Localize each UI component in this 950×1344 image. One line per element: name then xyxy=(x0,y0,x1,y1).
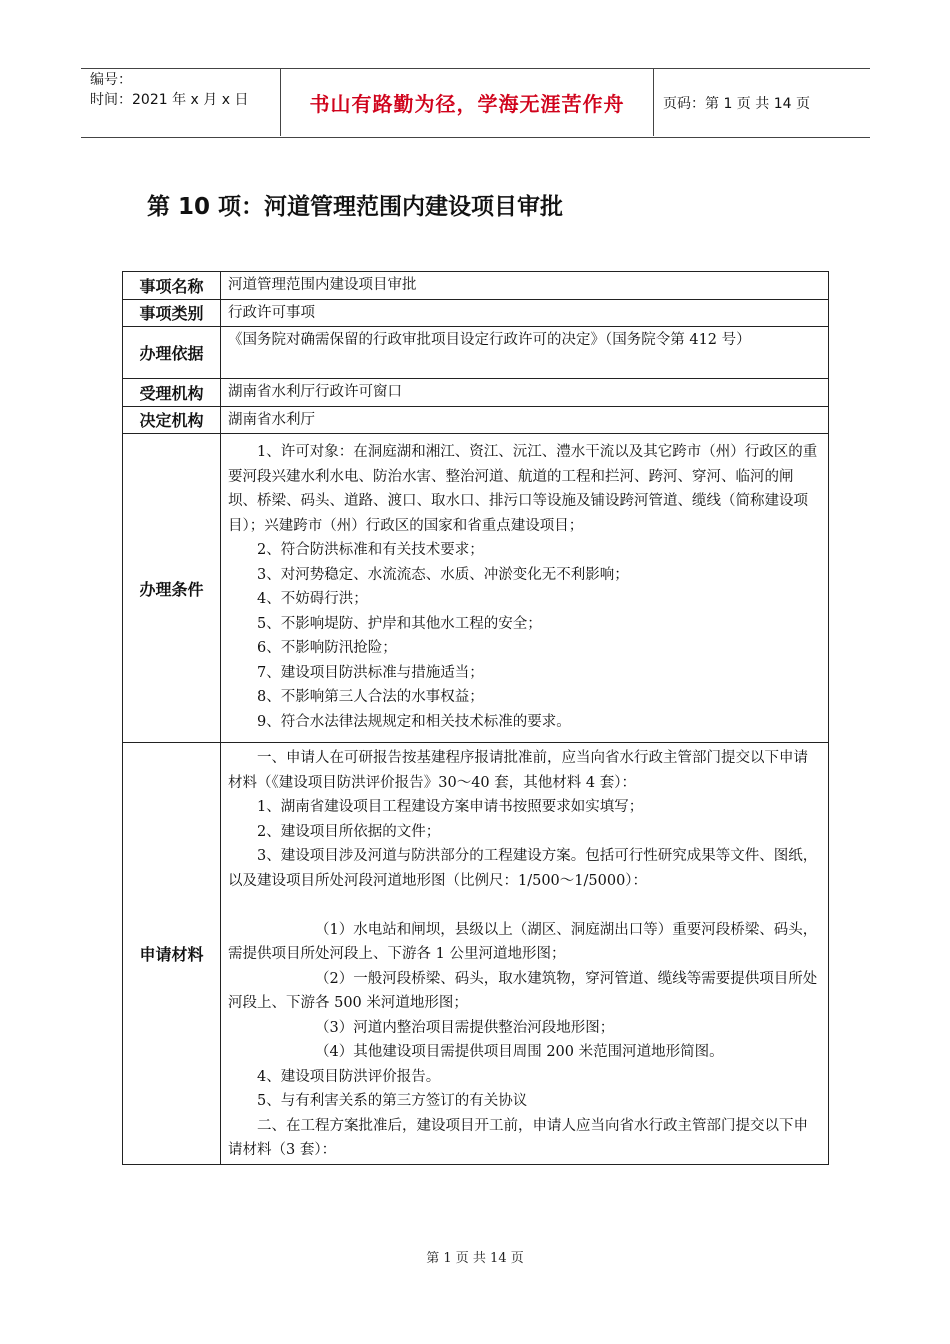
row-value: 河道管理范围内建设项目审批 xyxy=(221,272,829,300)
table-row xyxy=(123,299,829,327)
material-paragraph: 4、建设项目防洪评价报告。 xyxy=(257,1068,441,1085)
table-row xyxy=(123,379,829,407)
table-row xyxy=(123,434,829,743)
material-paragraph: 5、与有利害关系的第三方签订的有关协议 xyxy=(257,1093,528,1109)
row-label: 办理依据 xyxy=(123,327,221,379)
row-label: 受理机构 xyxy=(123,379,221,407)
material-paragraph: 1、湖南省建设项目工程建设方案申请书按照要求如实填写； xyxy=(257,799,644,815)
table-row xyxy=(123,406,829,434)
material-paragraph: （1）水电站和闸坝，县级以上（湖区、洞庭湖出口等）重要河段桥梁、码头，需提供项目所处河段上、下游各 1 公里河道地形图； xyxy=(228,921,818,962)
material-paragraph: 3、建设项目涉及河道与防洪部分的工程建设方案。包括可行性研究成果等文件、图纸，以及建设项目所处河段河道地形图（比例尺：1/500～1/5000）： xyxy=(228,848,818,889)
header-meta xyxy=(81,69,280,137)
material-paragraph: 二、在工程方案批准后，建设项目开工前，申请人应当向省水行政主管部门提交以下申请材料（3 套）： xyxy=(228,1117,808,1158)
material-paragraph: 2、建设项目所依据的文件； xyxy=(257,823,441,840)
row-label: 事项名称 xyxy=(123,272,221,300)
row-label: 事项类别 xyxy=(123,299,221,327)
number-label: 编号： xyxy=(90,72,132,88)
row-value: 行政许可事项 xyxy=(221,299,829,327)
condition-item: 2、符合防洪标准和有关技术要求； xyxy=(257,542,484,558)
table-row xyxy=(123,743,829,1165)
row-value: 《国务院对确需保留的行政审批项目设定行政许可的决定》（国务院令第 412 号） xyxy=(221,327,829,379)
time-label: 时间：2021 年 x 月 x 日 xyxy=(90,92,249,108)
materials-list xyxy=(221,743,829,1165)
condition-item: 6、不影响防汛抢险； xyxy=(257,640,397,656)
material-paragraph: 一、申请人在可研报告按基建程序报请批准前，应当向省水行政主管部门提交以下申请材料（《建设项目防洪评价报告》30～40 套，其他材料 4 套）： xyxy=(228,750,808,791)
condition-item: 8、不影响第三人合法的水事权益； xyxy=(257,689,484,705)
page-header xyxy=(81,68,870,138)
condition-item: 5、不影响堤防、护岸和其他水工程的安全； xyxy=(257,615,542,632)
condition-item: 7、建设项目防洪标准与措施适当； xyxy=(257,664,484,681)
info-table xyxy=(122,271,829,1165)
conditions-list xyxy=(221,434,829,743)
row-value: 湖南省水利厅行政许可窗口 xyxy=(221,379,829,407)
blank-line xyxy=(228,893,822,918)
row-label: 申请材料 xyxy=(123,743,221,1165)
condition-item: 4、不妨碍行洪； xyxy=(257,591,368,607)
table-row xyxy=(123,272,829,300)
row-label: 决定机构 xyxy=(123,406,221,434)
page-title: 第 10 项：河道管理范围内建设项目审批 xyxy=(147,194,564,220)
table-row xyxy=(123,327,829,379)
header-page-label: 页码：第 1 页 共 14 页 xyxy=(663,96,810,112)
header-motto: 书山有路勤为径，学海无涯苦作舟 xyxy=(280,69,654,136)
page-footer: 第 1 页 共 14 页 xyxy=(426,1251,524,1266)
material-paragraph: （2）一般河段桥梁、码头，取水建筑物，穿河管道、缆线等需要提供项目所处河段上、下游各 500 米河道地形图； xyxy=(228,970,818,1011)
material-paragraph: （3）河道内整治项目需提供整治河段地形图； xyxy=(315,1019,615,1036)
row-value: 湖南省水利厅 xyxy=(221,406,829,434)
condition-item: 3、对河势稳定、水流流态、水质、冲淤变化无不利影响； xyxy=(257,566,629,583)
condition-item: 9、符合水法律法规规定和相关技术标准的要求。 xyxy=(257,713,571,730)
condition-item: 1、许可对象：在洞庭湖和湘江、资江、沅江、澧水干流以及其它跨市（州）行政区的重要河段兴建水利水电、防治水害、整治河道、航道的工程和拦河、跨河、穿河、临河的闸坝、桥梁、码头、道路、渡口、取水口、排污口等设施及铺设跨河管道、缆线（简称建设项目）；兴建跨市（州）行政区的国家和省重点建设项目； xyxy=(228,444,818,534)
row-label: 办理条件 xyxy=(123,434,221,743)
material-paragraph: （4）其他建设项目需提供项目周围 200 米范围河道地形简图。 xyxy=(315,1044,724,1060)
